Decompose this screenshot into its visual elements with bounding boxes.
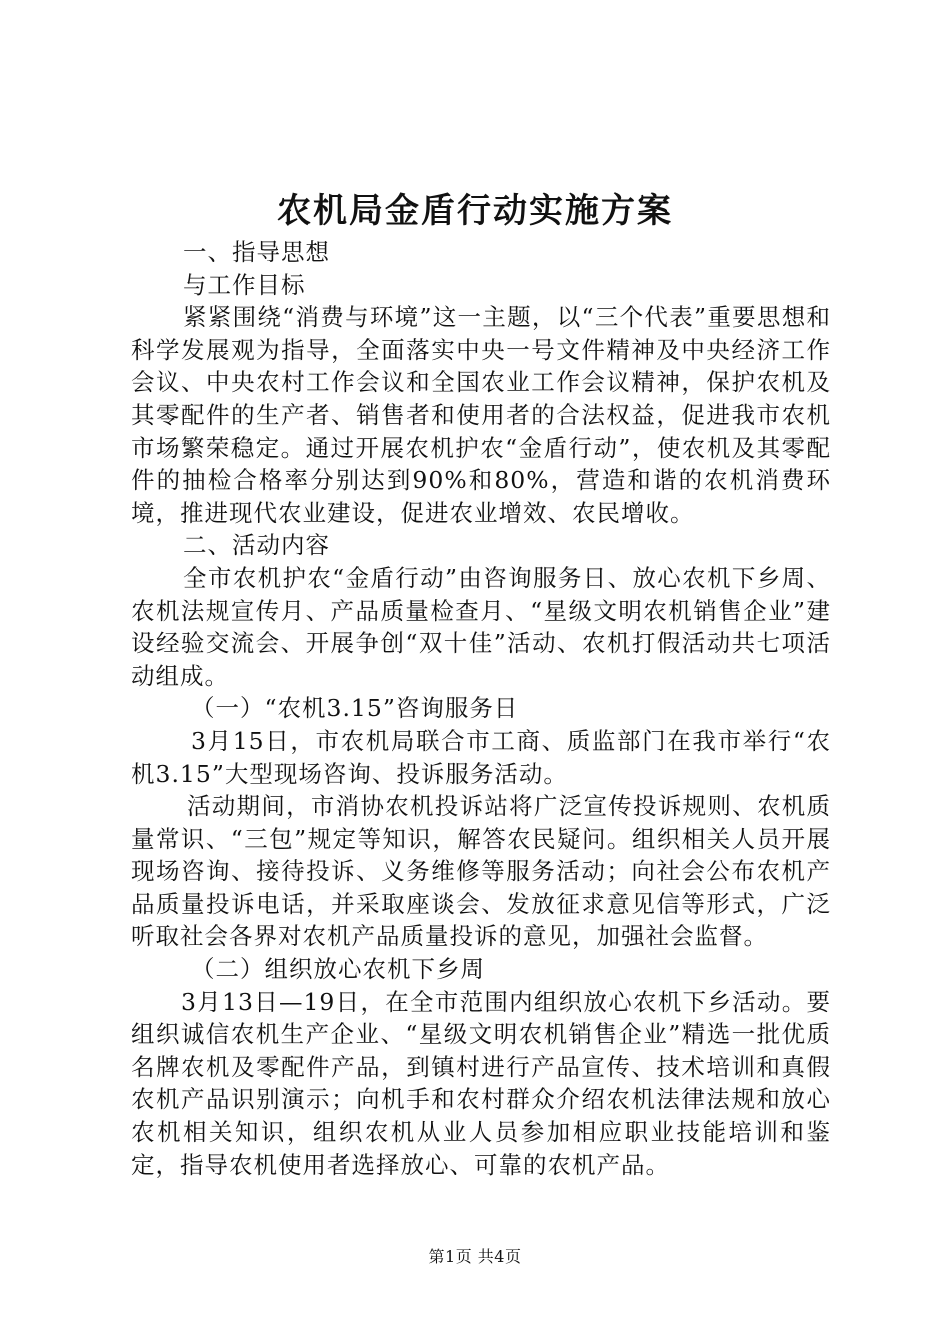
page-footer: 第1页 共4页: [428, 1247, 522, 1266]
section-heading-1-cont: 与工作目标: [183, 270, 306, 299]
subsection-heading-1: （一）“农机3.15”咨询服务日: [191, 694, 519, 723]
paragraph-goals: 紧紧围绕“消费与环境”这一主题，以“三个代表”重要思想和科学发展观为指导，全面落实中央一号文件精神及中央经济工作会议、中央农村工作会议和全国农业工作会议精神，保护农机及其零配件的生产者、销售者和使用者的合法权益，促进我市农机市场繁荣稳定。通过开展农机护农“金盾行动”，使农机及其零配件的抽检合格率分别达到90%和80%，营造和谐的农机消费环境，推进现代农业建设，促进农业增效、农民增收。: [131, 303, 831, 527]
paragraph-consult-day: 3月15日，市农机局联合市工商、质监部门在我市举行“农机3.15”大型现场咨询、投诉服务活动。: [131, 726, 831, 788]
document-title: 农机局金盾行动实施方案: [277, 191, 673, 231]
section-heading-1: 一、指导思想: [183, 238, 330, 266]
paragraph-activities: 全市农机护农“金盾行动”由咨询服务日、放心农机下乡周、农机法规宣传月、产品质量检查月、“星级文明农机销售企业”建设经验交流会、开展争创“双十佳”活动、农机打假活动共七项活动组成。: [131, 563, 831, 690]
section-heading-2: 二、活动内容: [183, 531, 330, 560]
paragraph-rural-week: 3月13日—19日，在全市范围内组织放心农机下乡活动。要组织诚信农机生产企业、“星级文明农机销售企业”精选一批优质名牌农机及零配件产品，到镇村进行产品宣传、技术培训和真假农机产品识别演示；向机手和农村群众介绍农机法律法规和放心农机相关知识，组织农机从业人员参加相应职业技能培训和鉴定，指导农机使用者选择放心、可靠的农机产品。: [131, 987, 831, 1179]
document-body: [131, 236, 831, 1181]
paragraph-consult-details: 活动期间，市消协农机投诉站将广泛宣传投诉规则、农机质量常识、“三包”规定等知识，解答农民疑问。组织相关人员开展现场咨询、接待投诉、义务维修等服务活动；向社会公布农机产品质量投诉电话，并采取座谈会、发放征求意见信等形式，广泛听取社会各界对农机产品质量投诉的意见，加强社会监督。: [131, 792, 831, 951]
subsection-heading-2: （二）组织放心农机下乡周: [191, 955, 485, 984]
